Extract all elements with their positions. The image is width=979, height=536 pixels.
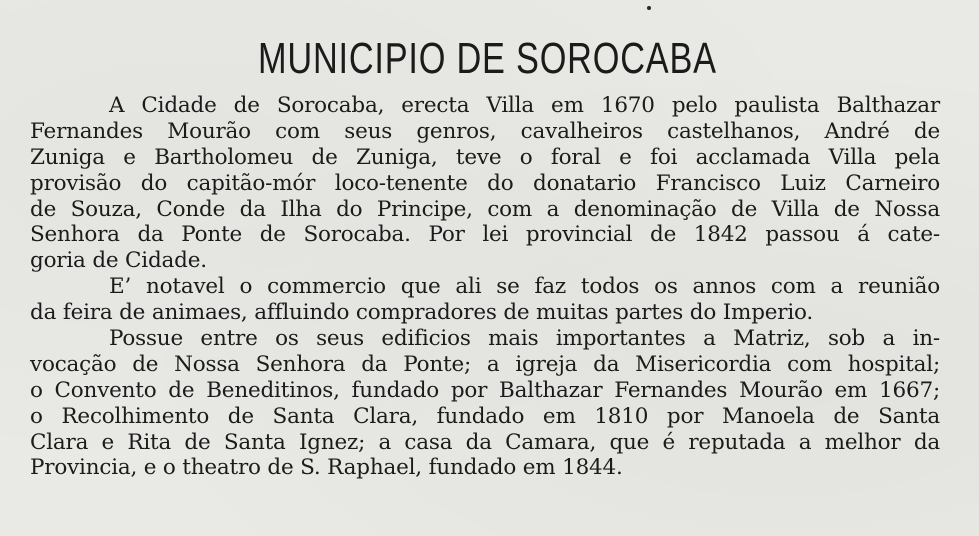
paragraph-line: o Convento de Beneditinos, fundado por Balthazar Fernandes Mourão em 1667; xyxy=(30,377,940,403)
article-title: MUNICIPIO DE SOROCABA xyxy=(258,34,717,83)
paragraph-line: provisão do capitão-mór loco-tenente do donatario Francisco Luiz Carneiro xyxy=(30,170,940,196)
print-dot-mark xyxy=(647,6,651,10)
paragraph-line: A Cidade de Sorocaba, erecta Villa em 1670 pelo paulista Balthazar xyxy=(109,93,940,118)
paragraph-line: da feira de animaes, affluindo compradores de muitas partes do Imperio. xyxy=(30,300,814,326)
article-body xyxy=(30,93,940,481)
paragraph-2 xyxy=(30,274,940,326)
paragraph-line: vocação de Nossa Senhora da Ponte; a igreja da Misericordia com hospital; xyxy=(30,351,940,377)
paragraph-line: Provincia, e o theatro de S. Raphael, fundado em 1844. xyxy=(30,455,623,481)
paragraph-line: goria de Cidade. xyxy=(30,248,207,274)
paragraph-line: o Recolhimento de Santa Clara, fundado em 1810 por Manoela de Santa xyxy=(30,403,940,429)
paragraph-line: Zuniga e Bartholomeu de Zuniga, teve o foral e foi acclamada Villa pela xyxy=(30,144,940,170)
paragraph-line: Senhora da Ponte de Sorocaba. Por lei provincial de 1842 passou á cate- xyxy=(30,222,940,248)
paragraph-line: Clara e Rita de Santa Ignez; a casa da Camara, que é reputada a melhor da xyxy=(30,429,940,455)
paragraph-line: de Souza, Conde da Ilha do Principe, com a denominação de Villa de Nossa xyxy=(30,196,940,222)
paragraph-line: E’ notavel o commercio que ali se faz todos os annos com a reunião xyxy=(109,274,940,300)
paragraph-line: Possue entre os seus edificios mais importantes a Matriz, sob a in- xyxy=(109,326,940,352)
paragraph-line: Fernandes Mourão com seus genros, cavalheiros castelhanos, André de xyxy=(30,118,940,144)
paragraph-3 xyxy=(30,326,940,481)
paragraph-1 xyxy=(30,93,940,274)
